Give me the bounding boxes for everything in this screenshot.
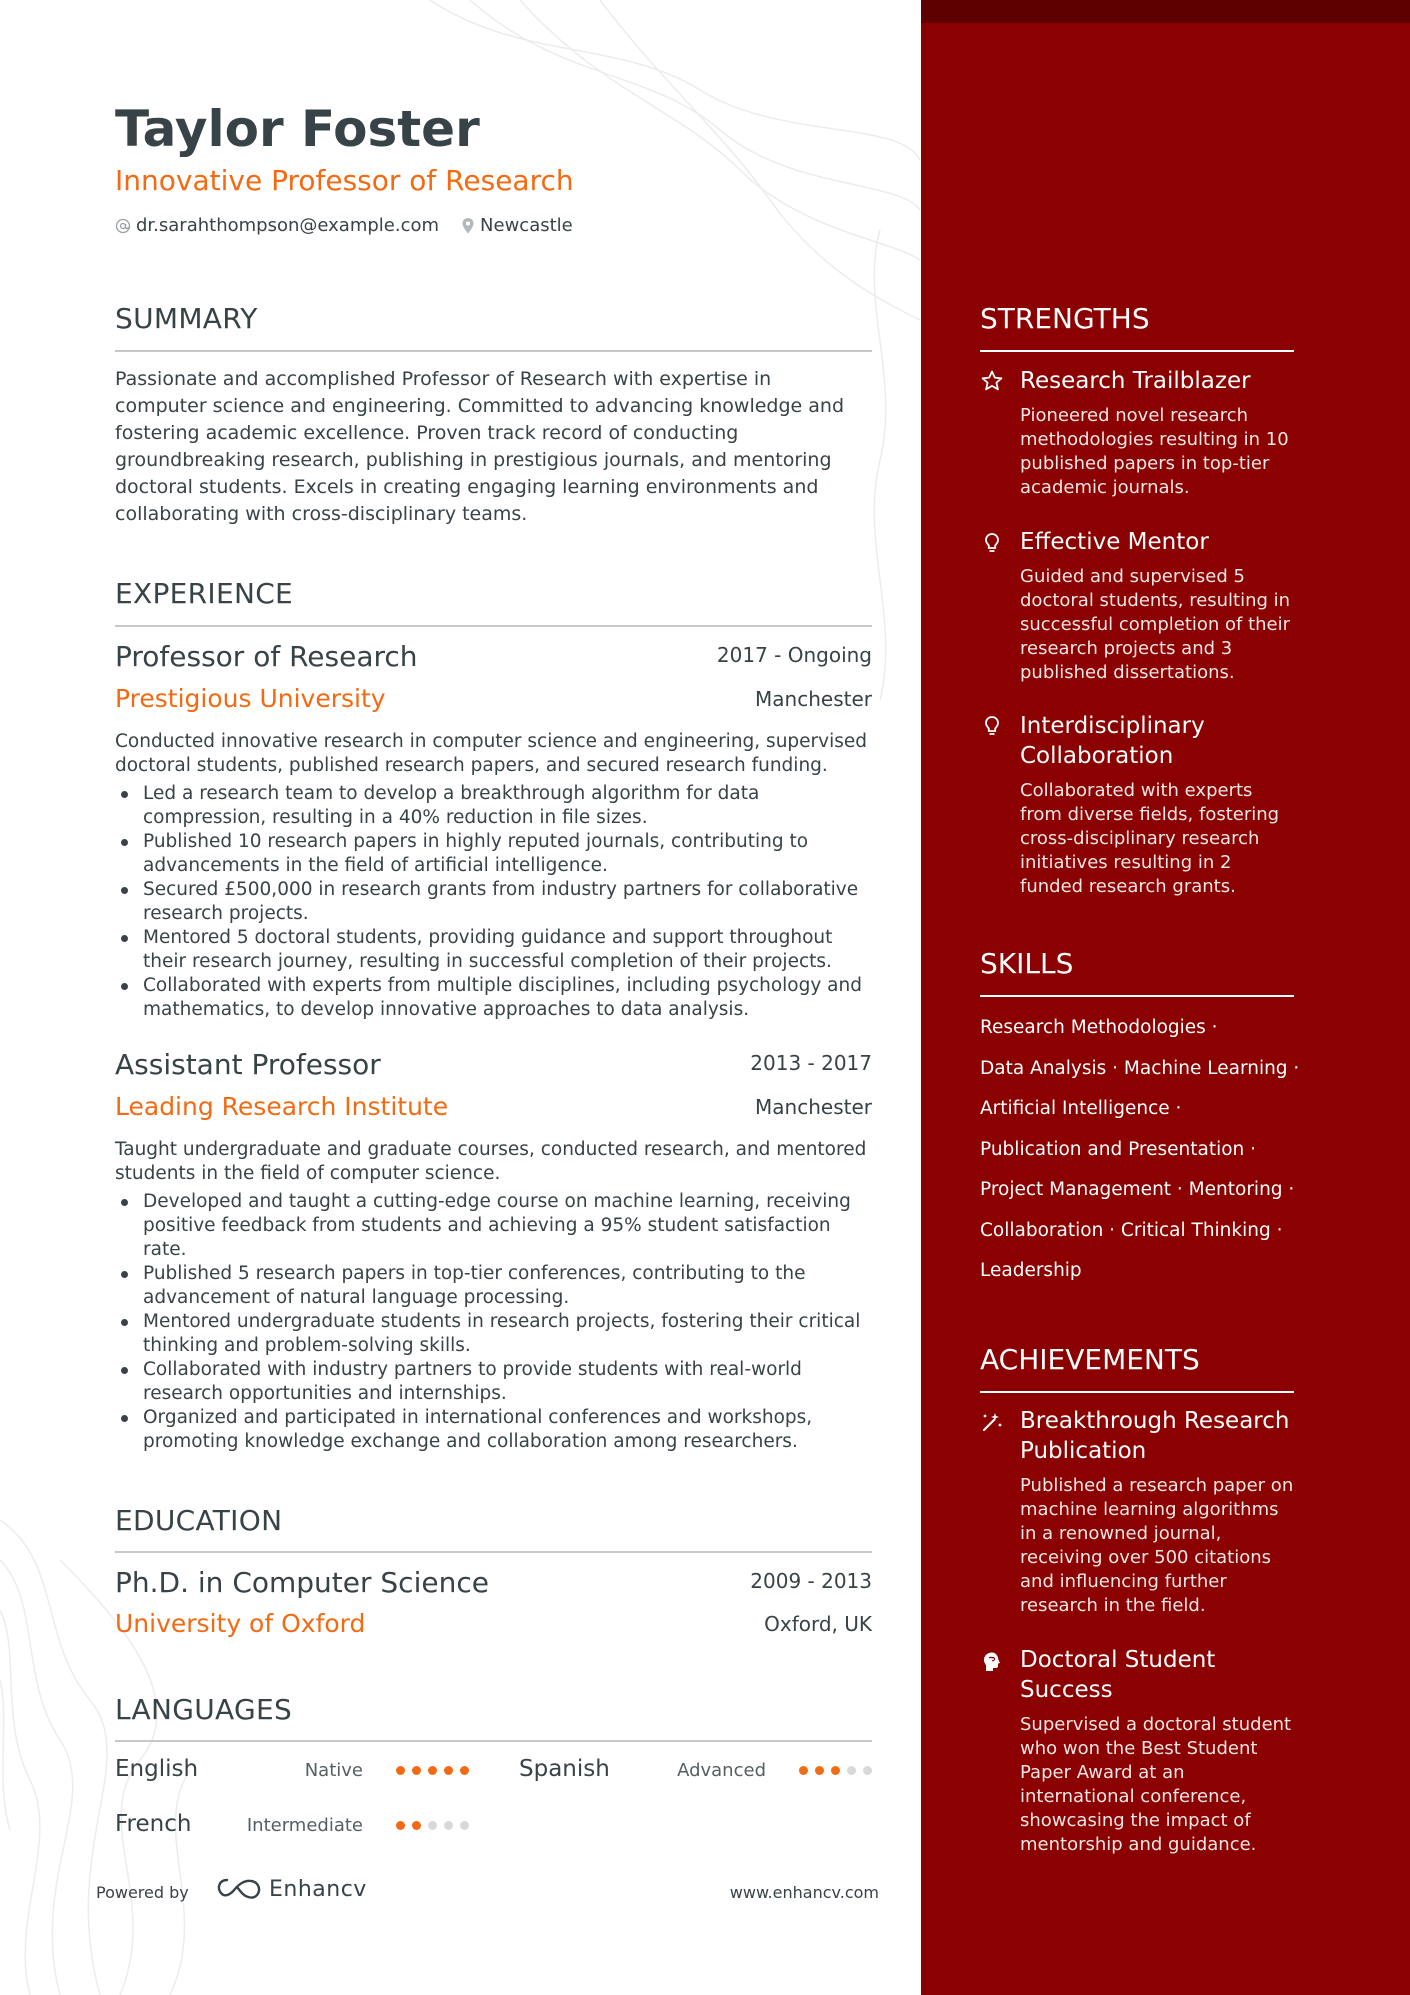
rating-dot-filled [460, 1766, 469, 1775]
skills-divider [980, 995, 1294, 997]
lightbulb-icon [980, 714, 1004, 738]
contact-row [115, 215, 595, 236]
job-description: Taught undergraduate and graduate courses, conducted research, and mentored students in the field of computer science. [115, 1139, 867, 1184]
language-rating [396, 1821, 476, 1830]
job-dates: 2013 - 2017 [750, 1051, 872, 1075]
strength-description: Pioneered novel research methodologies resulting in 10 published papers in top-tier academic journals. [1020, 405, 1289, 498]
sidebar-top-band [921, 0, 1410, 23]
achievements-divider [980, 1391, 1294, 1393]
degree-title: Ph.D. in Computer Science [115, 1566, 489, 1599]
job-bullets [115, 782, 875, 1022]
language-name: English [115, 1756, 199, 1782]
strength-title: Research Trailblazer [1020, 368, 1251, 394]
strength-title: Interdisciplinary Collaboration [1020, 713, 1205, 769]
skill-line: Project Management · Mentoring · [980, 1179, 1295, 1200]
job-title: Professor of Research [115, 640, 418, 673]
list-item: Mentored 5 doctoral students, providing guidance and support throughout their research journey, resulting in successful completion of their projects. [115, 926, 875, 974]
achievement-title: Breakthrough Research Publication [1020, 1408, 1290, 1464]
summary-line: Passionate and accomplished Professor of Research with expertise in [115, 368, 772, 390]
email-contact[interactable] [115, 215, 439, 236]
strength-description: Collaborated with experts from diverse fields, fostering cross-disciplinary research initiatives resulting in 2 funded research grants. [1020, 780, 1280, 897]
languages-divider [115, 1740, 872, 1742]
at-icon [115, 218, 131, 234]
list-item: Led a research team to develop a breakthrough algorithm for data compression, resulting in a 40% reduction in file sizes. [115, 782, 875, 830]
achievement-title: Doctoral Student Success [1020, 1647, 1216, 1703]
summary-text [115, 366, 895, 528]
rating-dot-filled [428, 1766, 437, 1775]
job-title: Assistant Professor [115, 1048, 381, 1081]
star-icon [980, 369, 1004, 393]
experience-heading: EXPERIENCE [115, 577, 294, 610]
job-company: Leading Research Institute [115, 1092, 449, 1121]
summary-line: groundbreaking research, publishing in prestigious journals, and mentoring [115, 449, 832, 471]
magic-wand-icon [980, 1410, 1004, 1434]
skill-line: Data Analysis · Machine Learning · [980, 1057, 1300, 1079]
skills-heading: SKILLS [980, 947, 1074, 980]
language-level: Native [304, 1760, 363, 1781]
language-rating [799, 1766, 879, 1775]
rating-dot-filled [396, 1766, 405, 1775]
powered-by-label: Powered by [96, 1883, 189, 1902]
achievements-heading: ACHIEVEMENTS [980, 1343, 1200, 1376]
achievement-description: Supervised a doctoral student who won the Best Student Paper Award at an international conference, showcasing the impact of mentorship and guidance. [1020, 1714, 1292, 1855]
language-level: Intermediate [246, 1815, 363, 1836]
summary-line: fostering academic excellence. Proven track record of conducting [115, 422, 739, 444]
rating-dot-empty [444, 1821, 453, 1830]
job-location: Manchester [755, 687, 872, 711]
rating-dot-filled [412, 1821, 421, 1830]
enhancv-brand-text: Enhancv [269, 1876, 367, 1902]
education-heading: EDUCATION [115, 1504, 283, 1537]
list-item: Organized and participated in international conferences and workshops, promoting knowledge exchange and collaboration among researchers. [115, 1406, 875, 1454]
rating-dot-filled [799, 1766, 808, 1775]
achievement-description: Published a research paper on machine learning algorithms in a renowned journal, receiving over 500 citations and influencing further research in the field. [1020, 1475, 1294, 1616]
summary-heading: SUMMARY [115, 302, 258, 335]
language-level: Advanced [677, 1760, 766, 1781]
rating-dot-filled [412, 1766, 421, 1775]
skill-line: Leadership [980, 1260, 1082, 1281]
lightbulb-icon [980, 531, 1004, 555]
footer-url[interactable]: www.enhancv.com [729, 1883, 879, 1902]
rating-dot-empty [863, 1766, 872, 1775]
rating-dot-filled [444, 1766, 453, 1775]
education-dates: 2009 - 2013 [750, 1569, 872, 1593]
list-item: Mentored undergraduate students in research projects, fostering their critical thinking and problem-solving skills. [115, 1310, 875, 1358]
rating-dot-filled [396, 1821, 405, 1830]
rating-dot-empty [428, 1821, 437, 1830]
location-text: Newcastle [480, 215, 573, 236]
skill-line: Publication and Presentation · [980, 1138, 1257, 1160]
education-divider [115, 1551, 872, 1553]
list-item: Published 10 research papers in highly reputed journals, contributing to advancements in the field of artificial intelligence. [115, 830, 875, 878]
language-rating [396, 1766, 476, 1775]
job-dates: 2017 - Ongoing [716, 643, 872, 667]
list-item: Collaborated with experts from multiple disciplines, including psychology and mathematics, to develop innovative approaches to data analysis. [115, 974, 875, 1022]
strength-title: Effective Mentor [1020, 529, 1209, 555]
strengths-divider [980, 350, 1294, 352]
list-item: Secured £500,000 in research grants from industry partners for collaborative research projects. [115, 878, 875, 926]
experience-divider [115, 625, 872, 627]
skill-line: Collaboration · Critical Thinking · [980, 1219, 1283, 1241]
summary-line: collaborating with cross-disciplinary teams. [115, 503, 528, 525]
email-text: dr.sarahthompson@example.com [136, 215, 440, 236]
skill-line: Artificial Intelligence · [980, 1098, 1182, 1119]
language-name: Spanish [519, 1756, 610, 1782]
rating-dot-empty [847, 1766, 856, 1775]
job-bullets [115, 1190, 875, 1454]
summary-divider [115, 350, 872, 352]
candidate-name: Taylor Foster [115, 100, 480, 158]
summary-line: doctoral students. Excels in creating engaging learning environments and [115, 476, 819, 498]
list-item: Developed and taught a cutting-edge course on machine learning, receiving positive feedback from students and achieving a 95% student satisfaction rate. [115, 1190, 875, 1262]
summary-line: computer science and engineering. Committed to advancing knowledge and [115, 395, 845, 417]
rating-dot-empty [460, 1821, 469, 1830]
rating-dot-filled [831, 1766, 840, 1775]
school-name: University of Oxford [115, 1609, 366, 1638]
school-location: Oxford, UK [764, 1612, 872, 1636]
location-pin-icon [461, 217, 475, 235]
enhancv-logo[interactable] [215, 1876, 367, 1902]
job-description: Conducted innovative research in computer science and engineering, supervised doctoral students, published research papers, and secured research funding. [115, 731, 867, 776]
strength-description: Guided and supervised 5 doctoral students, resulting in successful completion of their research projects and 3 published dissertations. [1020, 566, 1291, 683]
location-contact [461, 215, 573, 236]
languages-heading: LANGUAGES [115, 1693, 293, 1726]
skills-list [980, 1008, 1310, 1292]
list-item: Published 5 research papers in top-tier conferences, contributing to the advancement of natural language processing. [115, 1262, 875, 1310]
strengths-heading: STRENGTHS [980, 302, 1150, 335]
language-name: French [115, 1811, 192, 1837]
job-company: Prestigious University [115, 684, 386, 713]
job-location: Manchester [755, 1095, 872, 1119]
rating-dot-filled [815, 1766, 824, 1775]
enhancv-logo-icon [215, 1876, 263, 1902]
skill-line: Research Methodologies · [980, 1017, 1218, 1038]
candidate-title: Innovative Professor of Research [115, 164, 574, 197]
list-item: Collaborated with industry partners to provide students with real-world research opportunities and internships. [115, 1358, 875, 1406]
head-brain-icon [980, 1650, 1004, 1674]
